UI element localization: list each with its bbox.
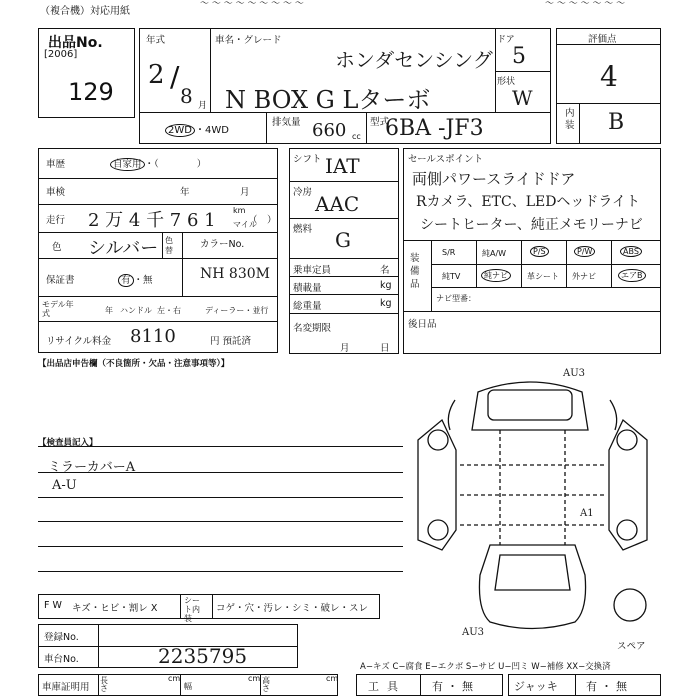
spare-label: スペア (617, 641, 646, 652)
color-label: 色 (52, 242, 62, 253)
model-year-nen: 年 (105, 306, 113, 315)
model-value: 6BA -JF3 (385, 116, 484, 141)
shift-label: シフト (293, 154, 322, 165)
year-label: 年式 (146, 35, 166, 46)
inspector-line-2: A-U (52, 478, 77, 493)
history-label: 車歴 (46, 159, 66, 170)
lot-year: [2006] (44, 49, 78, 60)
mileage-value: 2 万 4 千 7 6 1 (88, 210, 216, 231)
fuel-value: G (335, 228, 351, 252)
equip-airbag: エアB (618, 269, 646, 282)
score-overall: 4 (600, 60, 618, 93)
model-year-label: モデル年式 (42, 300, 74, 318)
recycle-value: 8110 (130, 326, 176, 347)
length-cm: cm (168, 674, 181, 683)
gross-unit: kg (380, 298, 392, 309)
capacity-label: 乗車定員 (293, 265, 332, 276)
inspection-year: 年 (180, 187, 190, 198)
name-change-label: 名変期限 (293, 323, 332, 334)
interior-label: 内装 (565, 108, 575, 131)
grade-handwritten: ホンダセンシング (335, 48, 493, 72)
inspection-label: 車検 (46, 187, 66, 198)
doors-value: 5 (512, 44, 526, 69)
body-value: W (512, 86, 533, 110)
inspector-line-1: ミラーカバーA (48, 460, 136, 475)
color-no-label: カラーNo. (200, 239, 245, 250)
color-change-label: 色替 (165, 236, 173, 255)
reg-label: 登録No. (44, 632, 79, 643)
chassis-label: 車台No. (44, 654, 79, 665)
score-label: 評価点 (588, 34, 617, 45)
damage-codes: A−キズ C−腐食 E−エクボ S−サビ U−凹ミ W−補修 XX−交換済 (360, 662, 611, 672)
ac-label: 冷房 (293, 187, 313, 198)
name-handwritten: N BOX G Lターボ (225, 86, 431, 114)
equip-pw: P/W (574, 246, 595, 257)
equip-sr: S/R (442, 248, 456, 257)
equip-ps: P/S (530, 246, 549, 257)
handle-label: ハンドル (120, 306, 152, 315)
model-label: 型式 (370, 117, 390, 128)
name-change-month: 月 (340, 343, 350, 354)
top-cut-text: 〜 〜 〜 〜 〜 〜 〜 〜 〜 (200, 0, 304, 9)
fw-label: F W (44, 600, 62, 611)
seat-items: コゲ・穴・汚レ・シミ・破レ・スレ (216, 603, 369, 614)
damage-mark-au3-top: AU3 (563, 368, 586, 379)
equipment-label: 装備品 (410, 253, 420, 290)
tools-label: 工具 (368, 680, 406, 693)
load-unit: kg (380, 280, 392, 291)
jack-label: ジャッキ (514, 680, 558, 693)
displacement-unit: cc (352, 132, 361, 141)
warranty-options: 有 ・無 (118, 272, 153, 286)
tools-options: 有・無 (432, 680, 477, 693)
history-value: 自家用 ・（ ） (110, 156, 206, 170)
dealer-label: ディーラー・並行 (205, 306, 269, 315)
car-damage-diagram (400, 360, 665, 640)
equip-tv: 純TV (442, 272, 461, 281)
equip-alloy: 純A/W (482, 249, 507, 258)
inspection-month: 月 (240, 187, 250, 198)
color-no-value: NH 830M (200, 266, 270, 282)
warranty-label: 保証書 (46, 275, 75, 286)
name-change-day: 日 (380, 343, 390, 354)
mileage-label: 走行 (46, 215, 66, 226)
color-value: シルバー (88, 238, 159, 259)
ac-value: AAC (315, 192, 360, 216)
height-cm: cm (326, 674, 339, 683)
capacity-unit: 名 (380, 265, 390, 276)
doors-label: ドア (497, 35, 515, 45)
displacement-label: 排気量 (272, 117, 301, 128)
recycle-label: リサイクル料金 (46, 336, 112, 347)
lot-label: 出品No. (48, 35, 103, 51)
width-cm: cm (248, 674, 261, 683)
equip-leather: 革シート (527, 272, 559, 281)
damage-mark-a1: A1 (580, 508, 594, 519)
selling-point-1: 両側パワースライドドア (412, 170, 576, 188)
handle-options: 左・右 (157, 306, 181, 315)
year-value: 2 (148, 60, 165, 90)
seller-notes-label: 【出品店申告欄（不良箇所・欠品・注意事項等）】 (38, 359, 230, 369)
gross-label: 総重量 (293, 301, 322, 312)
month-unit: 月 (198, 101, 208, 111)
jack-options: 有・無 (586, 680, 631, 693)
seat-label: シート内装 (184, 596, 200, 623)
drive-type: 2WD ・4WD (165, 121, 229, 136)
load-label: 積載量 (293, 283, 322, 294)
chassis-value: 2235795 (158, 644, 248, 668)
inspector-label: 【検査員記入】 (38, 438, 98, 448)
body-label: 形状 (497, 77, 516, 87)
fuel-label: 燃料 (293, 224, 313, 235)
top-cut-number: 〜 〜 〜 〜 〜 〜 〜 (545, 0, 626, 9)
lot-number: 129 (68, 78, 114, 106)
damage-mark-au3-bottom: AU3 (462, 627, 485, 638)
navi-model-label: ナビ型番： (436, 294, 476, 303)
shift-value: IAT (325, 154, 360, 178)
equip-navi: 純ナビ (481, 269, 511, 282)
km-unit: km (233, 206, 246, 215)
selling-points-label: セールスポイント (408, 154, 484, 165)
displacement-value: 660 (312, 120, 347, 141)
selling-point-3: シートヒーター、純正メモリーナビ (420, 217, 643, 233)
month-value: 8 (180, 84, 193, 108)
recycle-unit: 円 預託済 (210, 336, 252, 347)
width-label: 幅 (184, 682, 192, 691)
km-paren: （ ） (248, 215, 277, 226)
equip-abs: ABS (620, 246, 642, 257)
name-label: 車名・グレード (215, 35, 282, 46)
height-label: 高さ (262, 676, 270, 693)
selling-point-2: Rカメラ、ETC、LEDヘッドライト (416, 194, 641, 210)
form-note: （複合機）対応用紙 (40, 6, 130, 17)
interior-value: B (608, 110, 625, 135)
cert-label: 車庫証明用 (42, 682, 90, 693)
fw-items: キズ・ヒビ・割レ X (72, 603, 158, 614)
year-slash: / (170, 60, 180, 93)
mile-unit: マイル (233, 220, 257, 229)
after-items-label: 後日品 (408, 319, 437, 330)
equip-ext-navi: 外ナビ (572, 272, 596, 281)
length-label: 長さ (100, 676, 108, 693)
